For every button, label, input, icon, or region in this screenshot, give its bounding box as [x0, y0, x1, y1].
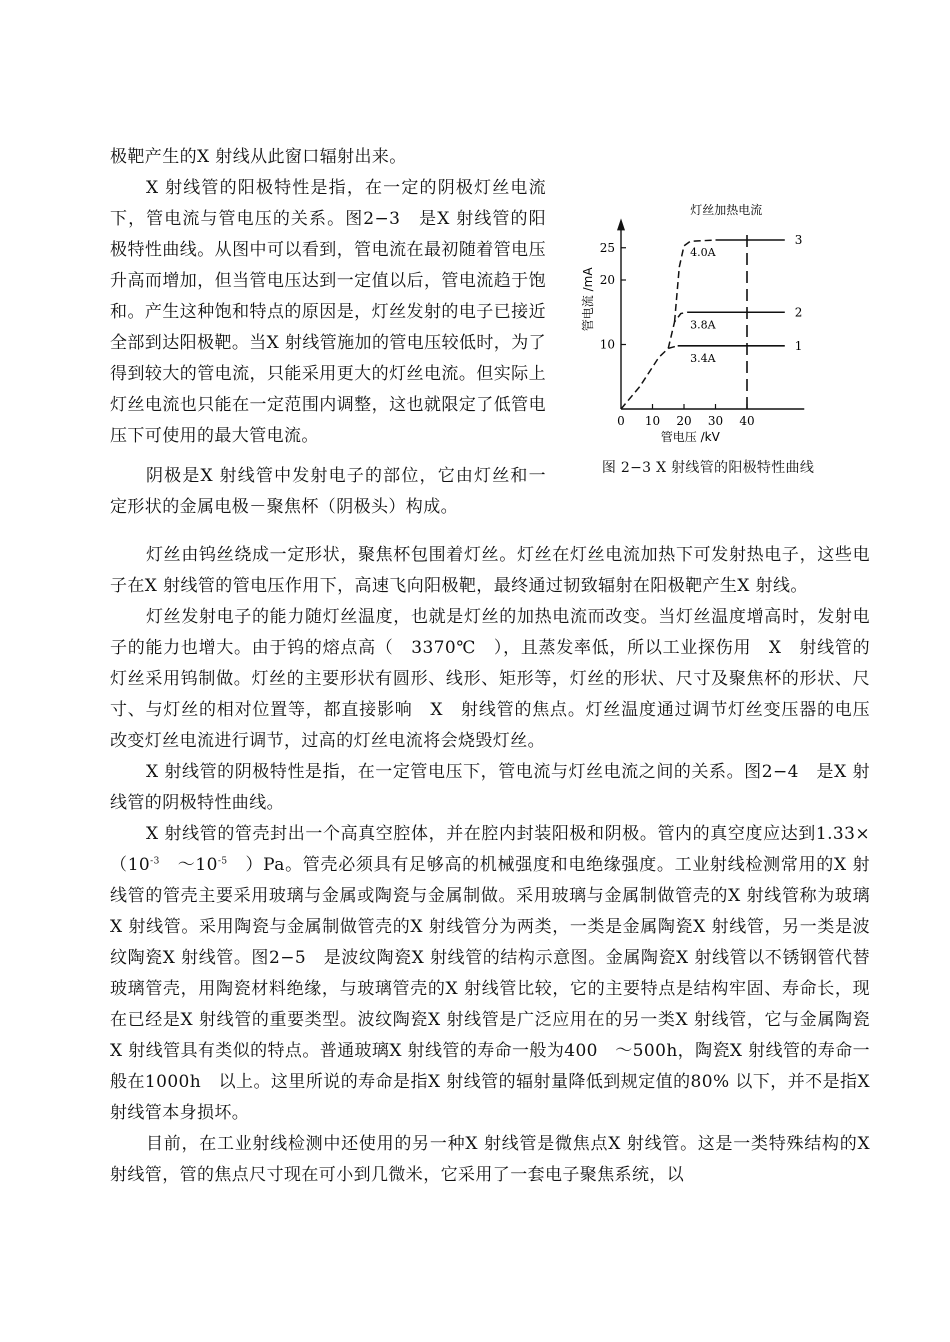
x-tick-label: 20: [676, 414, 692, 428]
series-id-3: 3: [794, 233, 803, 248]
x-tick-label: 10: [644, 414, 661, 428]
paragraph-filament: 灯丝由钨丝绕成一定形状，聚焦杯包围着灯丝。灯丝在灯丝电流加热下可发射热电子，这些电子在X 射线管的管电压作用下，高速飞向阳极靶，最终通过韧致辐射在阳极靶产生X 射线。: [110, 545, 870, 596]
paragraph-intro-end: 极靶产生的X 射线从此窗口辐射出来。: [110, 147, 407, 167]
series-label-3: 4.0A: [690, 246, 716, 260]
chart-labels: [580, 202, 762, 444]
y-tick-label: 25: [599, 240, 615, 255]
figure-caption: 图 2−3 X 射线管的阳极特性曲线: [601, 460, 815, 476]
text-run: ）Pa。管壳必须具有足够高的机械强度和电绝缘强度。工业射线检测常用的X 射线管的管壳主要采用玻璃与金属或陶瓷与金属制做。采用玻璃与金属制做管壳的X 射线管称为玻璃X 射线管。采用陶瓷与金属制做管壳的X 射线管分为两类，一类是金属陶瓷X 射线管，另一类是波纹陶瓷X 射线管。图2−5 是波纹陶瓷X 射线管的结构示意图。金属陶瓷X 射线管以不锈钢管代替玻璃管壳，用陶瓷材料绝缘，与玻璃管壳的X 射线管比较，它的主要特点是结构牢固、寿命长，现在已经是X 射线管的重要类型。波纹陶瓷X 射线管是广泛应用在的另一类X 射线管，它与金属陶瓷X 射线管具有类似的特点。普通玻璃X 射线管的寿命一般为400 ～500h，陶瓷X 射线管的寿命一般在1000h 以上。这里所说的寿命是指X 射线管的辐射量降低到规定值的80% 以下，并不是指X 射线管本身损坏。: [110, 855, 870, 1123]
y-tick-label: 20: [599, 273, 615, 287]
paragraph-anode-characteristics: X 射线管的阳极特性是指，在一定的阴极灯丝电流下，管电流与管电压的关系。图2−3 是X 射线管的阳极特性曲线。从图中可以看到，管电流在最初随着管电压升高而增加，但当管电压达到一定值以后，管电流趋于饱和。产生这种饱和特点的原因是，灯丝发射的电子已接近全部到达阳极靶。当X 射线管施加的管电压较低时，为了得到较大的管电流，只能采用更大的灯丝电流。但实际上灯丝电流也只能在一定范围内调整，这也就限定了低管电压下可使用的最大管电流。: [110, 178, 546, 446]
curve-rising-2: [668, 312, 687, 348]
series-label-2: 3.8A: [690, 318, 716, 332]
anode-characteristic-chart: [578, 196, 838, 451]
series-id-1: 1: [794, 338, 803, 353]
y-axis-arrow: [617, 218, 625, 230]
curve-rising-1: [621, 346, 678, 409]
paragraph-tube-shell: [110, 819, 888, 1129]
figure-anode-characteristics: [578, 196, 838, 486]
paragraph-cathode-characteristics: X 射线管的阴极特性是指，在一定管电压下，管电流与灯丝电流之间的关系。图2−4 是X 射线管的阴极特性曲线。: [110, 762, 870, 813]
chart-title: 灯丝加热电流: [690, 203, 763, 217]
chart-y-axis-label: 管电流 /mA: [581, 267, 595, 332]
paragraph-filament-emission: 灯丝发射电子的能力随灯丝温度，也就是灯丝的加热电流而改变。当灯丝温度增高时，发射电子的能力也增大。由于钨的熔点高（ 3370℃ ），且蒸发率低，所以工业探伤用 X 射线管的灯丝采用钨制做。灯丝的主要形状有圆形、线形、矩形等，灯丝的形状、尺寸及聚焦杯的形状、尺寸、与灯丝的相对位置等，都直接影响 X 射线管的焦点。灯丝温度通过调节灯丝变压器的电压改变灯丝电流进行调节，过高的灯丝电流将会烧毁灯丝。: [110, 607, 870, 751]
paragraph-microfocus: 目前，在工业射线检测中还使用的另一种X 射线管是微焦点X 射线管。这是一类特殊结构的X 射线管，管的焦点尺寸现在可小到几微米，它采用了一套电子聚焦系统，以: [110, 1134, 870, 1185]
series-label-1: 3.4A: [690, 351, 716, 365]
y-tick-label: 10: [599, 337, 615, 352]
chart-series: [621, 233, 802, 409]
text-run: ～10: [159, 855, 218, 875]
text-run: X 射线管的管壳封出一个高真空腔体，并在腔内封装阳极和阴极。管内的真空度应达到1.33× （10: [110, 824, 888, 875]
x-tick-label: 0: [617, 414, 625, 428]
x-tick-label: 40: [739, 414, 755, 428]
superscript: -5: [217, 856, 228, 867]
chart-x-axis-label: 管电压 /kV: [660, 430, 720, 444]
superscript: -3: [150, 856, 160, 867]
paragraph-cathode: 阴极是X 射线管中发射电子的部位，它由灯丝和一定形状的金属电极－聚焦杯（阴极头）构成。: [110, 466, 546, 517]
series-id-2: 2: [794, 305, 803, 320]
x-tick-label: 30: [707, 414, 724, 428]
text-body: [110, 540, 888, 1191]
